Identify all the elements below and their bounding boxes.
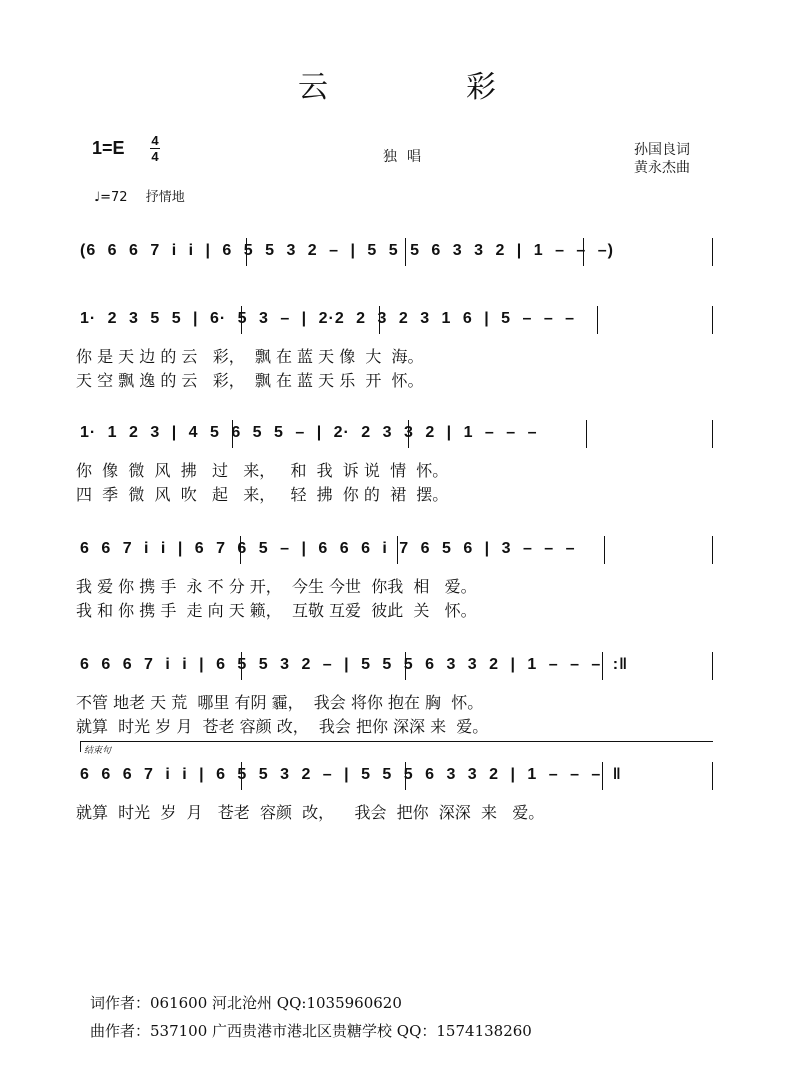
- lyrics-verse-2: 我 和 你 携 手 走 向 天 籁， 互敬 互爱 彼此 关 怀。: [76, 601, 477, 620]
- footer-lyricist-info: 词作者：061600 河北沧州 QQ:1035960620: [90, 994, 402, 1012]
- lyrics-verse-1: 不管 地老 天 荒 哪里 有阴 霾， 我会 将你 抱在 胸 怀。: [76, 693, 484, 712]
- notation-line: 6 6 6 7 i i | 6 5 5 3 2 – | 5 5 5 6 3 3 2 | 1 – – – :‖: [80, 656, 629, 673]
- performance-type: 独唱: [383, 149, 431, 165]
- time-signature: [150, 134, 160, 163]
- title-char-1: 云: [298, 70, 330, 105]
- lyricist-credit: 孙国良词: [634, 142, 690, 158]
- title-char-2: 彩: [466, 70, 498, 105]
- key-signature: 1=E: [92, 138, 125, 158]
- notation-line: 1· 1 2 3 | 4 5 6 5 5 – | 2· 2 3 3 2 | 1 – – –: [80, 424, 538, 441]
- lyrics-verse-1: 我 爱 你 携 手 永 不 分 开， 今生 今世 你我 相 爱。: [76, 577, 477, 596]
- tempo-marking: [94, 186, 185, 205]
- lyrics-verse-1: 你 像 微 风 拂 过 来， 和 我 诉 说 情 怀。: [76, 461, 449, 480]
- footer-composer-info: 曲作者：537100 广西贵港市港北区贵糖学校 QQ：1574138260: [90, 1022, 532, 1040]
- lyrics-verse-1: 就算 时光 岁 月 苍老 容颜 改， 我会 把你 深深 来 爱。: [76, 803, 545, 822]
- ending-label: 结束句: [84, 746, 112, 756]
- lyrics-verse-2: 四 季 微 风 吹 起 来， 轻 拂 你 的 裙 摆。: [76, 485, 449, 504]
- ending-bracket: [80, 741, 713, 752]
- expression-marking: 抒情地: [145, 190, 185, 205]
- notation-line: 6 6 7 i i | 6 7 6 5 – | 6 6 6 i 7 6 5 6 | 3 – – –: [80, 540, 576, 557]
- notation-line: 1· 2 3 5 5 | 6· 5 3 – | 2·2 2 3 2 3 1 6 | 5 – – –: [80, 310, 576, 327]
- lyrics-verse-2: 天 空 飘 逸 的 云 彩， 飘 在 蓝 天 乐 开 怀。: [76, 371, 424, 390]
- lyrics-verse-1: 你 是 天 边 的 云 彩， 飘 在 蓝 天 像 大 海。: [76, 347, 424, 366]
- lyrics-verse-2: 就算 时光 岁 月 苍老 容颜 改， 我会 把你 深深 来 爱。: [76, 717, 489, 736]
- notation-line: (6 6 6 7 i i | 6 5 5 3 2 – | 5 5 5 6 3 3 2 | 1 – – –): [80, 242, 614, 259]
- time-signature-bottom: 4: [151, 149, 159, 164]
- time-signature-top: 4: [151, 133, 159, 148]
- notation-line: 6 6 6 7 i i | 6 5 5 3 2 – | 5 5 5 6 3 3 2 | 1 – – – ‖: [80, 766, 622, 783]
- tempo-value: ♩=72: [94, 190, 128, 205]
- composer-credit: 黄永杰曲: [634, 160, 690, 176]
